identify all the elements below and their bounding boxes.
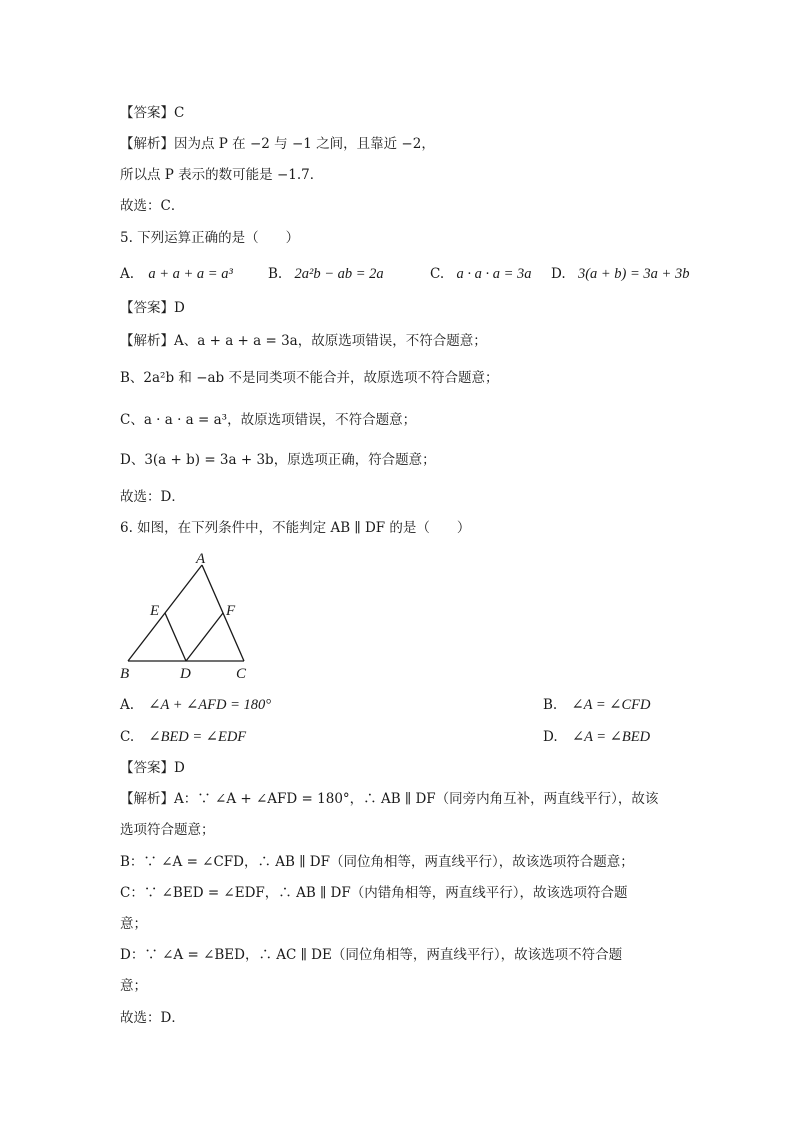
q5-option-c xyxy=(430,265,531,283)
q6-option-a-expr: ∠A + ∠AFD = 180° xyxy=(148,697,272,713)
q5-option-a-label: A. xyxy=(120,266,135,282)
q5-conclusion: 故选：D． xyxy=(120,489,185,505)
q6-analysis-c-2: 意； xyxy=(120,916,147,932)
q6-option-a-label: A. xyxy=(120,697,135,713)
q5-option-c-expr: a · a · a = 3a xyxy=(456,266,532,282)
q5-option-b-label: B. xyxy=(268,266,283,282)
q5-analysis-a: 【解析】A、a + a + a = 3a，故原选项错误，不符合题意； xyxy=(120,333,487,349)
q4-answer: 【答案】C xyxy=(120,105,185,121)
q6-analysis-d-1: D：∵ ∠A = ∠BED，∴ AC ∥ DE（同位角相等，两直线平行），故该选项不符合题 xyxy=(120,947,623,963)
label-b: B xyxy=(120,666,130,682)
q6-option-c-label: C. xyxy=(120,729,135,745)
label-d: D xyxy=(180,666,191,682)
q6-option-d-expr: ∠A = ∠BED xyxy=(571,729,651,745)
segment-df xyxy=(186,613,223,661)
label-a: A xyxy=(196,551,206,567)
q5-option-d xyxy=(551,265,689,283)
q6-conclusion: 故选：D． xyxy=(120,1010,185,1026)
q6-option-b-label: B. xyxy=(543,697,558,713)
q6-analysis-a-1: 【解析】A：∵ ∠A + ∠AFD = 180°，∴ AB ∥ DF（同旁内角互补，两直线平行），故该 xyxy=(120,791,659,807)
q6-answer: 【答案】D xyxy=(120,760,185,776)
q6-option-d-label: D. xyxy=(543,729,558,745)
q6-analysis-c-1: C：∵ ∠BED = ∠EDF，∴ AB ∥ DF（内错角相等，两直线平行），故该选项符合题 xyxy=(120,885,628,901)
q6-analysis-b: B：∵ ∠A = ∠CFD，∴ AB ∥ DF（同位角相等，两直线平行），故该选项符合题意； xyxy=(120,854,634,870)
q6-stem: 6. 如图，在下列条件中，不能判定 AB ∥ DF 的是（ ） xyxy=(120,520,471,536)
label-f: F xyxy=(226,603,236,619)
q5-option-c-label: C. xyxy=(430,266,445,282)
q6-option-b xyxy=(543,696,650,714)
label-e: E xyxy=(150,603,160,619)
q6-analysis-a-2: 选项符合题意； xyxy=(120,822,215,838)
q5-stem: 5. 下列运算正确的是（ ） xyxy=(120,230,300,246)
q4-analysis-line-2: 所以点 P 表示的数可能是 −1.7． xyxy=(120,167,324,183)
q5-analysis-d: D、3(a + b) = 3a + 3b，原选项正确，符合题意； xyxy=(120,452,436,468)
triangle-figure xyxy=(112,545,262,685)
q6-analysis-d-2: 意； xyxy=(120,978,147,994)
q6-option-c xyxy=(120,728,246,746)
q5-answer: 【答案】D xyxy=(120,300,185,316)
label-c: C xyxy=(236,666,247,682)
q5-analysis-b: B、2a²b 和 −ab 不是同类项不能合并，故原选项不符合题意； xyxy=(120,370,499,386)
q6-option-c-expr: ∠BED = ∠EDF xyxy=(148,729,247,745)
q5-analysis-c: C、a · a · a = a³，故原选项错误，不符合题意； xyxy=(120,412,417,428)
q5-option-a-expr: a + a + a = a³ xyxy=(148,266,233,282)
segment-ed xyxy=(165,613,186,661)
q4-analysis-line-1: 【解析】因为点 P 在 −2 与 −1 之间，且靠近 −2， xyxy=(120,136,435,152)
q5-option-d-expr: 3(a + b) = 3a + 3b xyxy=(577,266,690,282)
q5-option-b xyxy=(268,265,384,283)
q6-option-d xyxy=(543,728,650,746)
q5-option-d-label: D. xyxy=(551,266,566,282)
q4-conclusion: 故选：C． xyxy=(120,198,185,214)
q5-option-b-expr: 2a²b − ab = 2a xyxy=(294,266,384,282)
q5-option-a xyxy=(120,265,233,283)
q6-option-b-expr: ∠A = ∠CFD xyxy=(571,697,651,713)
q6-option-a xyxy=(120,696,271,714)
